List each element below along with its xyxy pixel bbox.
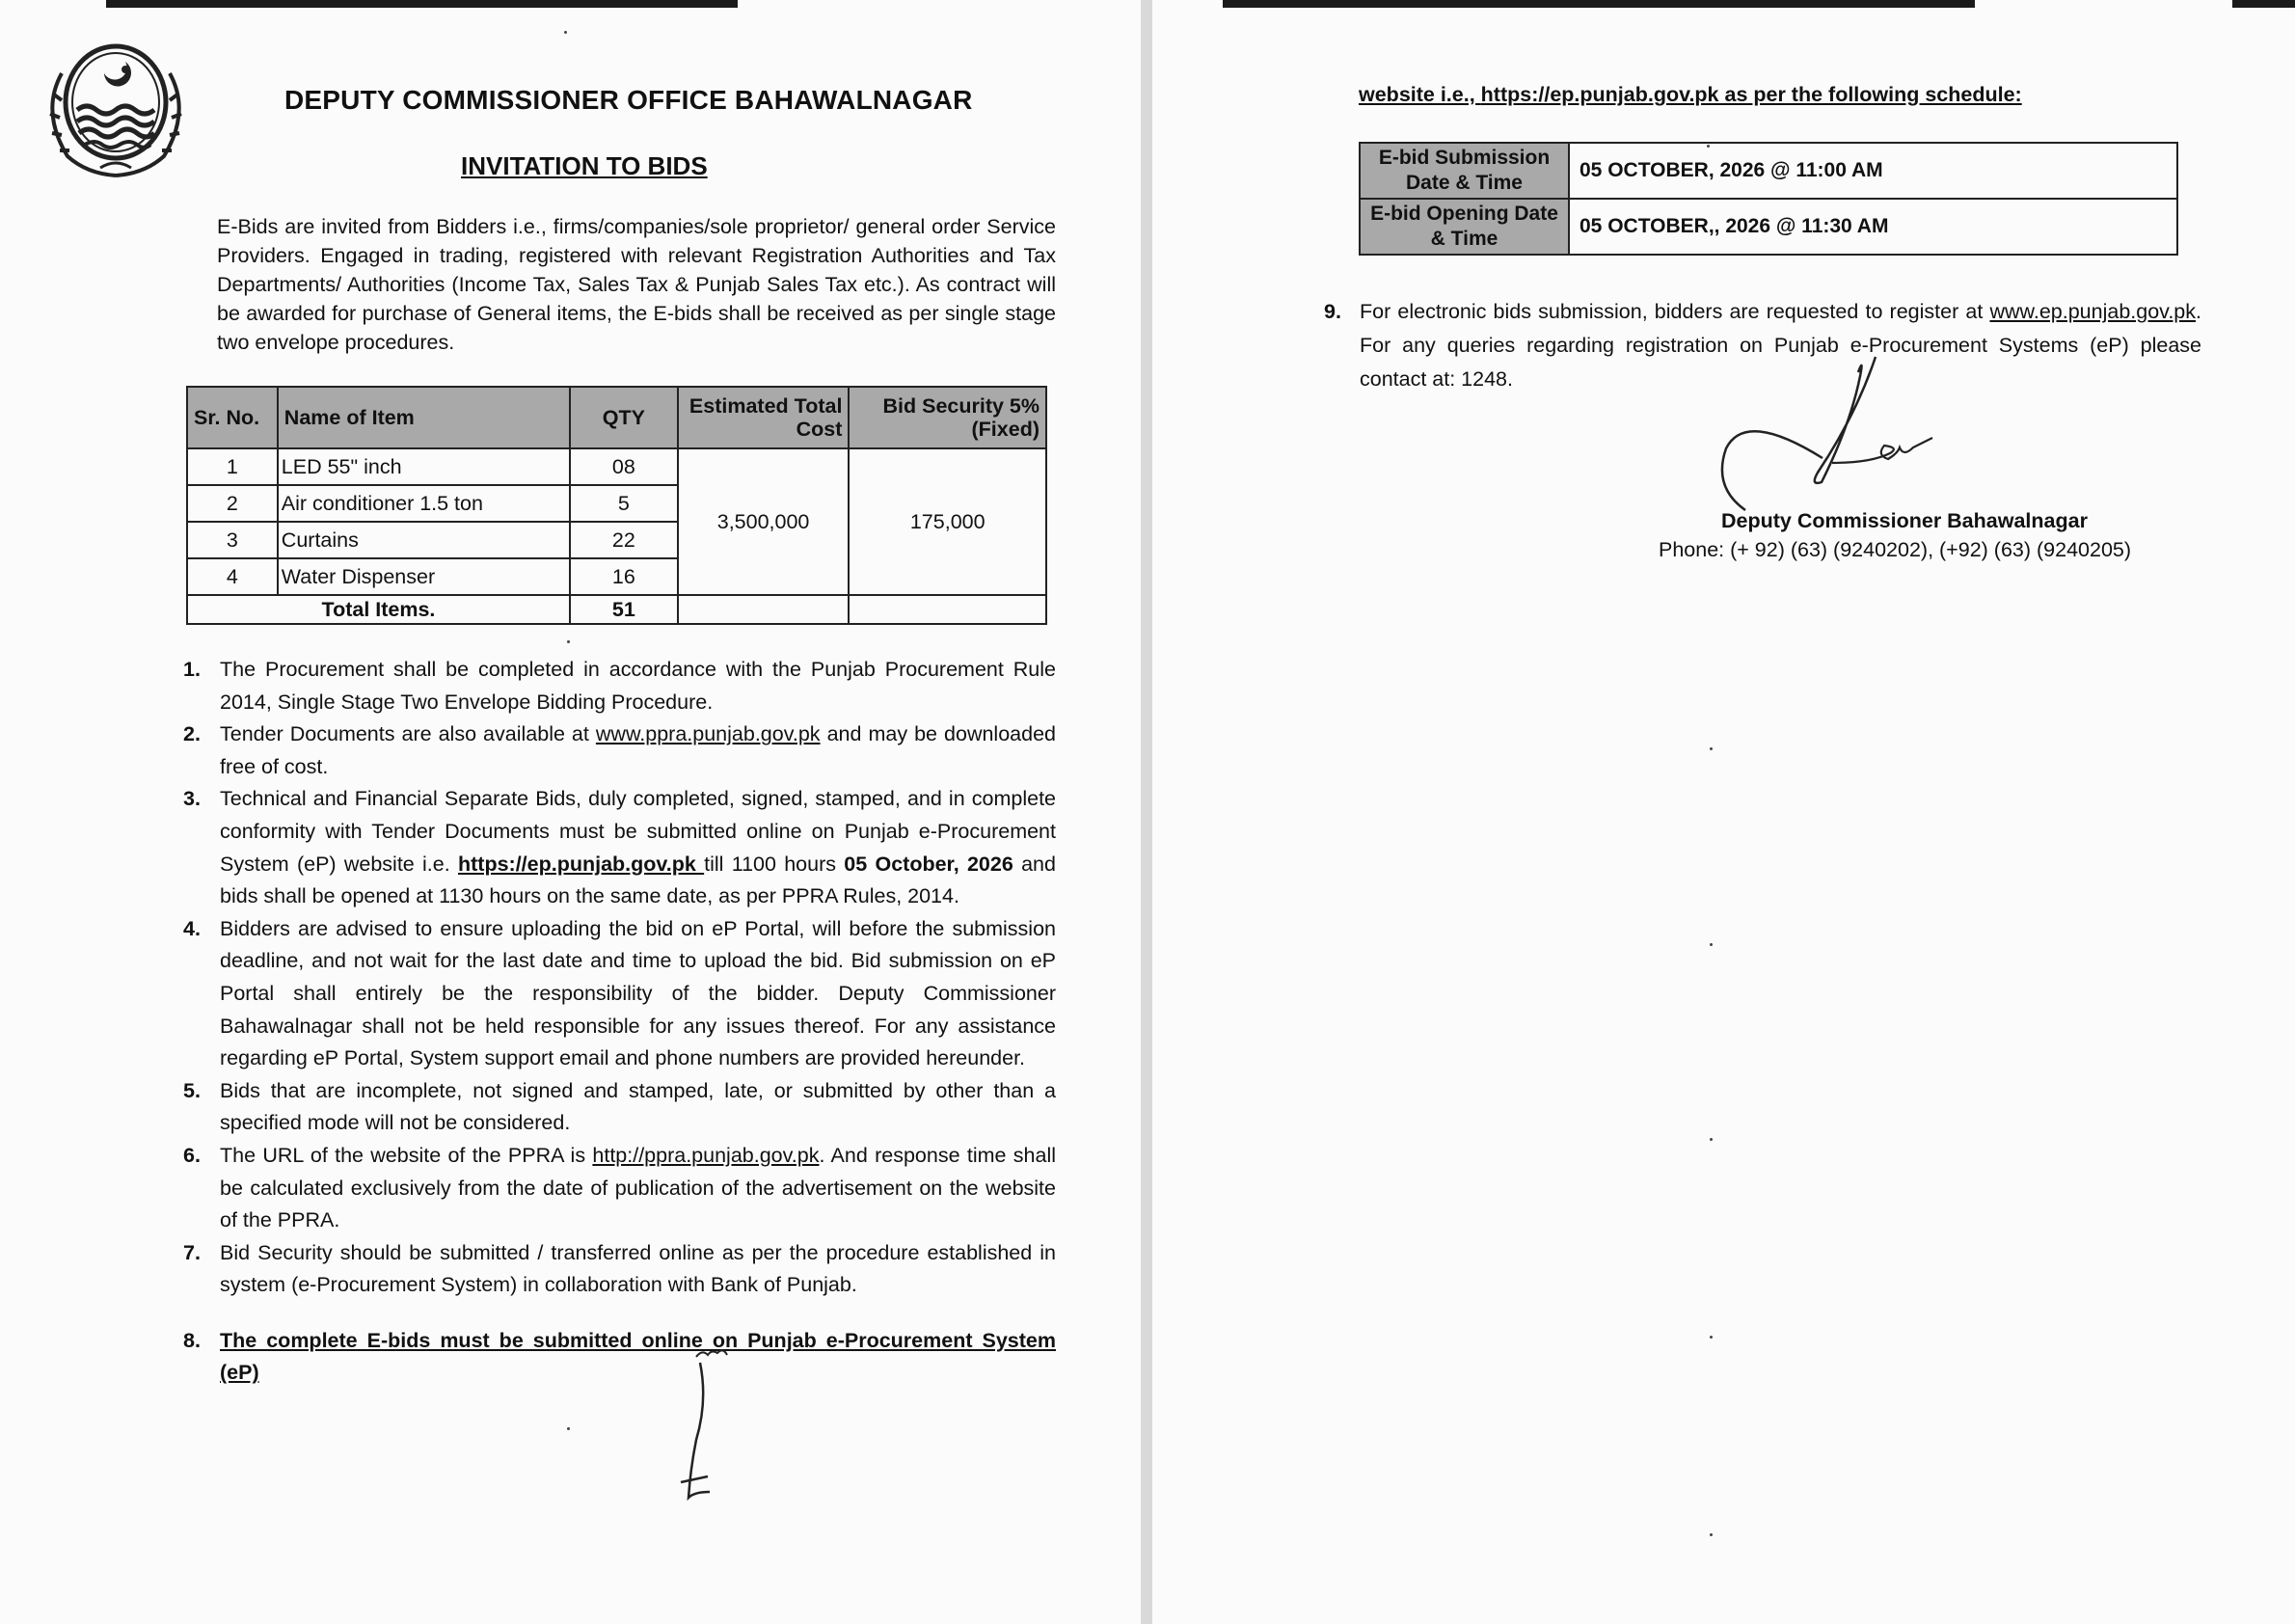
scan-speck (1707, 145, 1710, 148)
left-page (0, 0, 1141, 1624)
term-item: 4. Bidders are advised to ensure uploading the bid on eP Portal, will before the submission deadline, and not wait for the last date and time to upload the bid. Bid submission on eP Portal shall entirely be the responsibility of the bidder. Deputy Commissioner Bahawalnagar shall not be held responsible for any issues thereof. For any assistance regarding eP Portal, System support email and phone numbers are provided hereunder. (183, 916, 1056, 1070)
signature (1712, 347, 1962, 530)
cell-qty: 5 (570, 485, 678, 522)
scan-edge (106, 0, 738, 8)
schedule-table (1359, 142, 2178, 256)
ep-portal-link[interactable]: https://ep.punjab.gov.pk (458, 852, 705, 876)
submission-value: 05 OCTOBER, 2026 @ 11:00 AM (1569, 143, 2177, 199)
ep-register-link[interactable]: www.ep.punjab.gov.pk (1989, 300, 2197, 323)
cell-sr: 4 (187, 558, 278, 595)
cell-sr: 1 (187, 448, 278, 485)
cell-qty: 08 (570, 448, 678, 485)
term-item: 7. Bid Security should be submitted / transferred online as per the procedure established in system (e-Procurement System) in collaboration with Bank of Punjab. (183, 1240, 1056, 1297)
total-cost-empty (678, 595, 850, 624)
office-title: DEPUTY COMMISSIONER OFFICE BAHAWALNAGAR (284, 85, 973, 115)
cell-item: Air conditioner 1.5 ton (278, 485, 570, 522)
term-item-9: 9. For electronic bids submission, bidders are requested to register at www.ep.punjab.gov.pk. For any queries regarding registration on Punjab e-Procurement Systems (eP) please contact at: 1248. (1324, 300, 2201, 391)
term-item: 1. The Procurement shall be completed in accordance with the Punjab Procurement Rule 2014, Single Stage Two Envelope Bidding Procedure. (183, 658, 1056, 714)
cell-item: Curtains (278, 522, 570, 558)
col-bid-security: Bid Security 5% (Fixed) (849, 387, 1046, 448)
ppra-url-link[interactable]: http://ppra.punjab.gov.pk (592, 1143, 820, 1167)
invitation-heading: INVITATION TO BIDS (461, 151, 708, 180)
cell-item: LED 55" inch (278, 448, 570, 485)
opening-label: E-bid Opening Date & Time (1360, 199, 1569, 255)
cell-bid-security: 175,000 (849, 448, 1046, 595)
table-header-row (187, 387, 1046, 448)
punjab-government-logo (33, 35, 199, 179)
table-row (1360, 143, 2177, 199)
col-estimated-cost: Estimated Total Cost (678, 387, 850, 448)
scan-speck (1710, 1533, 1713, 1536)
terms-list (183, 654, 1056, 1390)
col-item-name: Name of Item (278, 387, 570, 448)
scan-speck (567, 640, 570, 643)
scan-speck (1710, 747, 1713, 750)
term-item: 2. Tender Documents are also available at www.ppra.punjab.gov.pk and may be downloaded free of cost. (183, 722, 1056, 778)
items-table (186, 386, 1047, 625)
term-item: 6. The URL of the website of the PPRA is http://ppra.punjab.gov.pk. And response time shall be calculated exclusively from the date of publication of the advertisement on the website of the PPRA. (183, 1143, 1056, 1232)
total-label: Total Items. (187, 595, 570, 624)
schedule-intro: website i.e., https://ep.punjab.gov.pk as per the following schedule: (1359, 83, 2022, 106)
table-row (187, 448, 1046, 485)
scan-speck (1710, 943, 1713, 946)
table-row (1360, 199, 2177, 255)
col-qty: QTY (570, 387, 678, 448)
cell-sr: 3 (187, 522, 278, 558)
ppra-link[interactable]: www.ppra.punjab.gov.pk (595, 722, 821, 746)
signatory-name: Deputy Commissioner Bahawalnagar (1721, 509, 2088, 532)
handwritten-initial (656, 1345, 742, 1514)
scan-speck (1710, 1336, 1713, 1339)
scan-speck (1710, 1138, 1713, 1141)
opening-value: 05 OCTOBER,, 2026 @ 11:30 AM (1569, 199, 2177, 255)
total-qty: 51 (570, 595, 678, 624)
term-item: 3. Technical and Financial Separate Bids, duly completed, signed, stamped, and in complete conformity with Tender Documents must be submitted online on Punjab e-Procurement System (eP) website i.e. https://ep.punjab.gov.pk till 1100 hours 05 October, 2026 and bids shall be opened at 1130 hours on the same date, as per PPRA Rules, 2014. (183, 787, 1056, 908)
col-sr-no: Sr. No. (187, 387, 278, 448)
term-item: 8. The complete E-bids must be submitted online on Punjab e-Procurement System (eP) (183, 1328, 1056, 1385)
right-page (1152, 0, 2295, 1624)
submission-label: E-bid Submission Date & Time (1360, 143, 1569, 199)
signatory-phone: Phone: (+ 92) (63) (9240202), (+92) (63) (9240205) (1659, 538, 2132, 561)
ep-site-link[interactable]: https://ep.punjab.gov.pk (1480, 83, 1719, 106)
scan-edge (2232, 0, 2295, 8)
scan-speck (564, 31, 567, 34)
term-item: 5. Bids that are incomplete, not signed and stamped, late, or submitted by other than a specified mode will not be considered. (183, 1078, 1056, 1135)
deadline-date: 05 October, 2026 (844, 852, 1013, 876)
cell-item: Water Dispenser (278, 558, 570, 595)
scan-edge (1223, 0, 1975, 8)
cell-sr: 2 (187, 485, 278, 522)
cell-qty: 16 (570, 558, 678, 595)
scan-speck (567, 1427, 570, 1430)
intro-paragraph: E-Bids are invited from Bidders i.e., firms/companies/sole proprietor/ general order Service Providers. Engaged in trading, registered with relevant Registration Authorities and Tax Departments/ Authorities (Income Tax, Sales Tax & Punjab Sales Tax etc.). As contract will be awarded for purchase of General items, the E-bids shall be received as per single stage two envelope procedures. (217, 215, 1056, 354)
cell-estimated-cost: 3,500,000 (678, 448, 850, 595)
total-row (187, 595, 1046, 624)
total-security-empty (849, 595, 1046, 624)
cell-qty: 22 (570, 522, 678, 558)
